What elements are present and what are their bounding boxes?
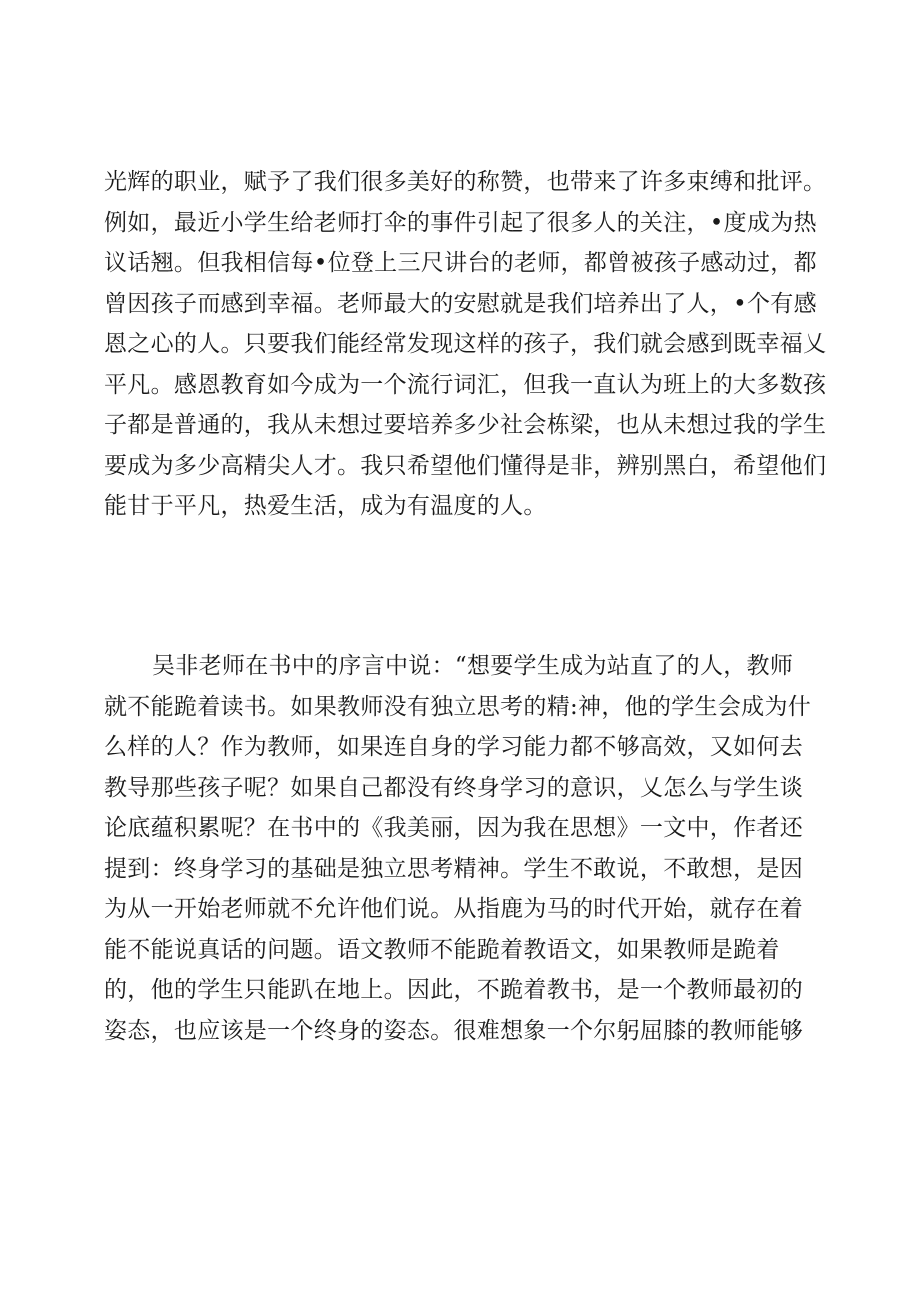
text-line: 提到：终身学习的基础是独立思考精神。学生不敢说，不敢想，是因 [104, 855, 803, 882]
text-line: 就不能跪着读书。如果教师没有独立思考的精:神，他的学生会成为什 [104, 693, 812, 720]
text-line: 曾因孩子而感到幸福。老师最大的安慰就是我们培养出了人，•个有感 [104, 290, 817, 317]
text-line: 要成为多少高精尖人才。我只希望他们懂得是非，辨别黑白，希望他们 [104, 452, 827, 479]
text-line: 子都是普通的，我从未想过要培养多少社会栋梁，也从未想过我的学生 [104, 412, 827, 438]
text-line: 教导那些孩子呢？如果自己都没有终身学习的意识，乂怎么与学生谈 [104, 774, 803, 801]
text-line: 为从一开始老师就不允许他们说。从指鹿为马的时代开始，就存在着 [104, 896, 803, 922]
text-line: 姿态，也应该是一个终身的姿态。很难想象一个尔躬屈膝的教师能够 [104, 1017, 803, 1044]
text-line: 论底蕴积累呢？在书中的《我美丽，因为我在思想》一文中，作者还 [104, 815, 803, 841]
text-line: 能不能说真话的问题。语文教师不能跪着教语文，如果教师是跪着 [104, 936, 780, 963]
text-line: 能甘于平凡，热爱生活，成为有温度的人。 [104, 493, 547, 519]
text-line: 平凡。感恩教育如今成为一个流行词汇，但我一直认为班上的大多数孩 [104, 371, 827, 398]
text-line: 光辉的职业，赋予了我们很多美好的称赞，也带来了许多束缚和批评。 [104, 169, 827, 195]
text-line: 例如，最近小学生给老师打伞的事件引起了很多人的关注，•度成为热 [104, 209, 817, 236]
paragraph-1 [104, 162, 827, 527]
text-line: 的，他的学生只能趴在地上。因此，不跪着教书，是一个教师最初的 [104, 977, 803, 1003]
text-line: 恩之心的人。只要我们能经常发现这样的孩子，我们就会感到既幸福乂 [104, 331, 827, 357]
paragraph-2 [104, 646, 824, 1051]
text-line: 吴非老师在书中的序言中说：“想要学生成为站直了的人，教师 [152, 653, 794, 679]
text-line: 议话翘。但我相信每•位登上三尺讲台的老师，都曾被孩子感动过，都 [104, 250, 817, 276]
text-line: 么样的人？作为教师，如果连自身的学习能力都不够高效，又如何去 [104, 734, 803, 760]
